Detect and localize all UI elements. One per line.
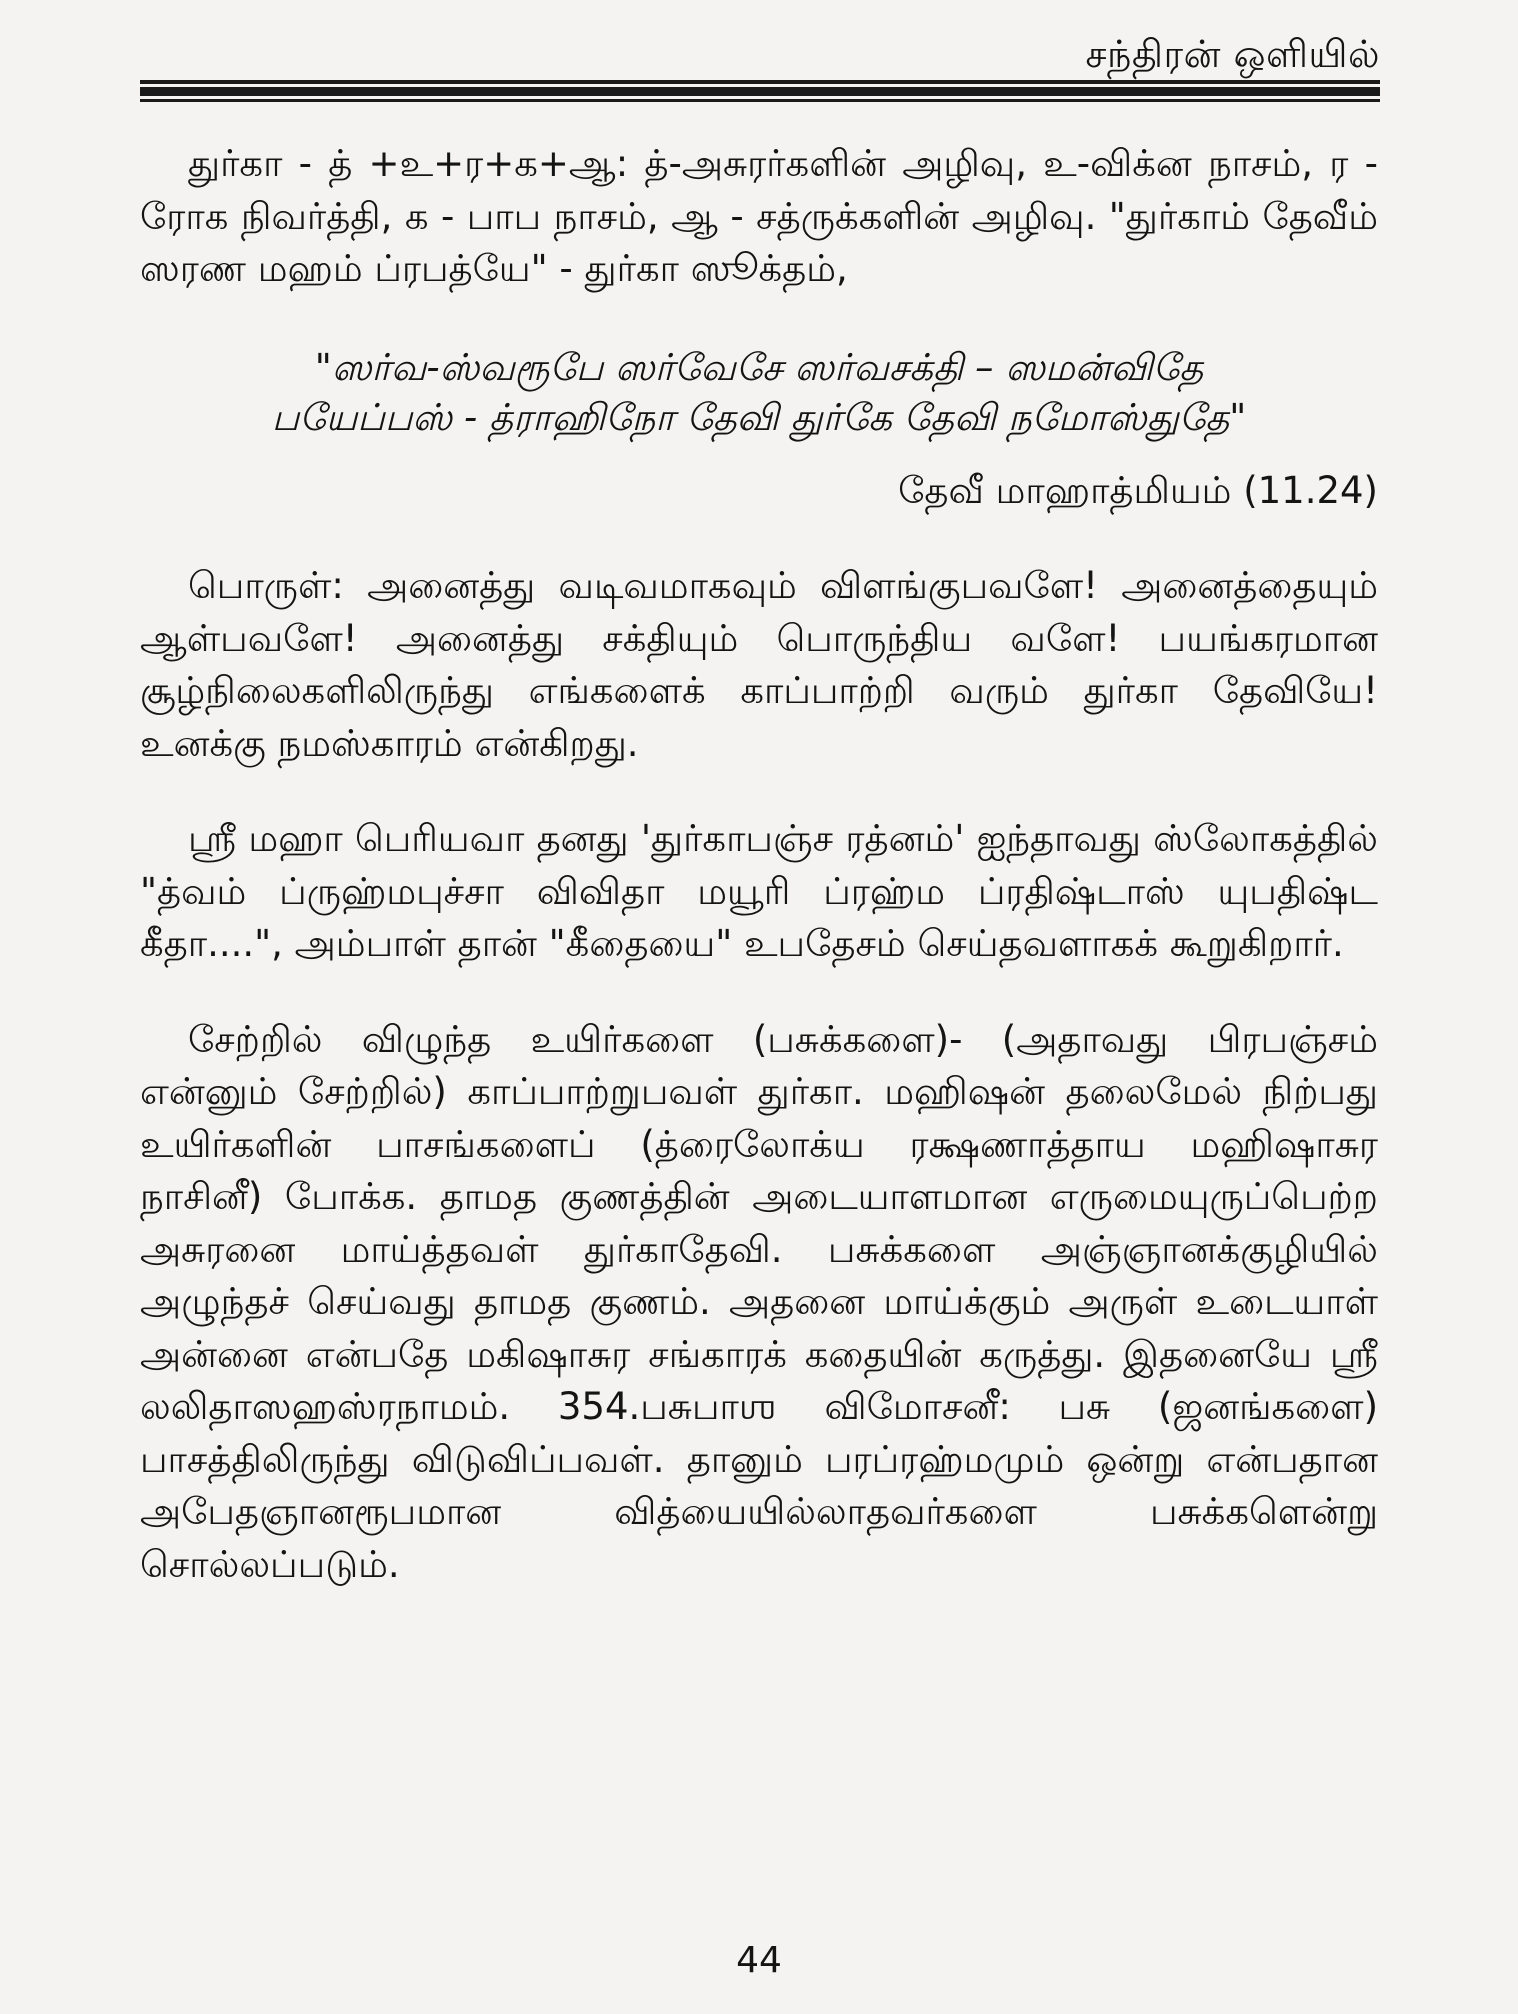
paragraph-mahishasura: சேற்றில் விழுந்த உயிர்களை (பசுக்களை)- (அதாவது பிரபஞ்சம் என்னும் சேற்றில்) காப்பாற்றுபவள் துர்கா. மஹிஷன் தலைமேல் நிற்பது உயிர்களின் பாசங்களைப் (த்ரைலோக்ய ரக்ஷணாத்தாய மஹிஷாசுர நாசினீ) போக்க. தாமத குணத்தின் அடையாளமான எருமையுருப்பெற்ற அசுரனை மாய்த்தவள் துர்காதேவி. பசுக்களை அஞ்ஞானக்குழியில் அழுந்தச் செய்வது தாமத குணம். அதனை மாய்க்கும் அருள் உடையாள் அன்னை என்பதே மகிஷாசுர சங்காரக் கதையின் கருத்து. இதனையே ஶ்ரீ லலிதாஸஹஸ்ரநாமம். 354.பசுபாஶ விமோசனீ: பசு (ஜனங்களை) பாசத்திலிருந்து விடுவிப்பவள். தானும் பரப்ரஹ்மமும் ஒன்று என்பதான அபேதஞானரூபமான வித்யையில்லாதவர்களை பசுக்களென்று சொல்லப்படும். [140, 1017, 1378, 1586]
header-rule-thin-bottom [140, 99, 1380, 102]
sanskrit-verse [140, 343, 1378, 443]
paragraph-periyava: ஶ்ரீ மஹா பெரியவா தனது 'துர்காபஞ்ச ரத்னம்' ஐந்தாவது ஸ்லோகத்தில் "த்வம் ப்ருஹ்மபுச்சா விவிதா மயூரி ப்ரஹ்ம ப்ரதிஷ்டாஸ் யுபதிஷ்ட கீதா....", அம்பாள் தான் "கீதையை" உபதேசம் செய்தவளாகக் கூறுகிறார். [140, 817, 1378, 965]
paragraph-porul: பொருள்: அனைத்து வடிவமாகவும் விளங்குபவளே! அனைத்தையும் ஆள்பவளே! அனைத்து சக்தியும் பொருந்திய வளே! பயங்கரமான சூழ்நிலைகளிலிருந்து எங்களைக் காப்பாற்றி வரும் துர்கா தேவியே! உனக்கு நமஸ்காரம் என்கிறது. [140, 564, 1378, 765]
header-rule-thin-top [140, 80, 1380, 84]
running-header-title: சந்திரன் ஒளியில் [1085, 32, 1380, 76]
page-number: 44 [736, 1940, 782, 1981]
verse-line-2: பயேப்பஸ் - த்ராஹிநோ தேவி துர்கே தேவி நமோஸ்துதே" [271, 395, 1247, 439]
body-text [140, 138, 1378, 1591]
verse-citation: தேவீ மாஹாத்மியம் (11.24) [898, 468, 1378, 512]
header-rule-thick [140, 87, 1380, 96]
paragraph-durga-meaning: துர்கா - த் +உ+ர+க+ஆ: த்-அசுரர்களின் அழிவு, உ-விக்ன நாசம், ர - ரோக நிவர்த்தி, க - பாப நாசம், ஆ - சத்ருக்களின் அழிவு. "துர்காம் தேவீம் ஸரண மஹம் ப்ரபத்யே" - துர்கா ஸூக்தம், [140, 142, 1378, 290]
verse-line-1: "ஸர்வ-ஸ்வரூபே ஸர்வேசே ஸர்வசக்தி – ஸமன்விதே [314, 345, 1204, 389]
